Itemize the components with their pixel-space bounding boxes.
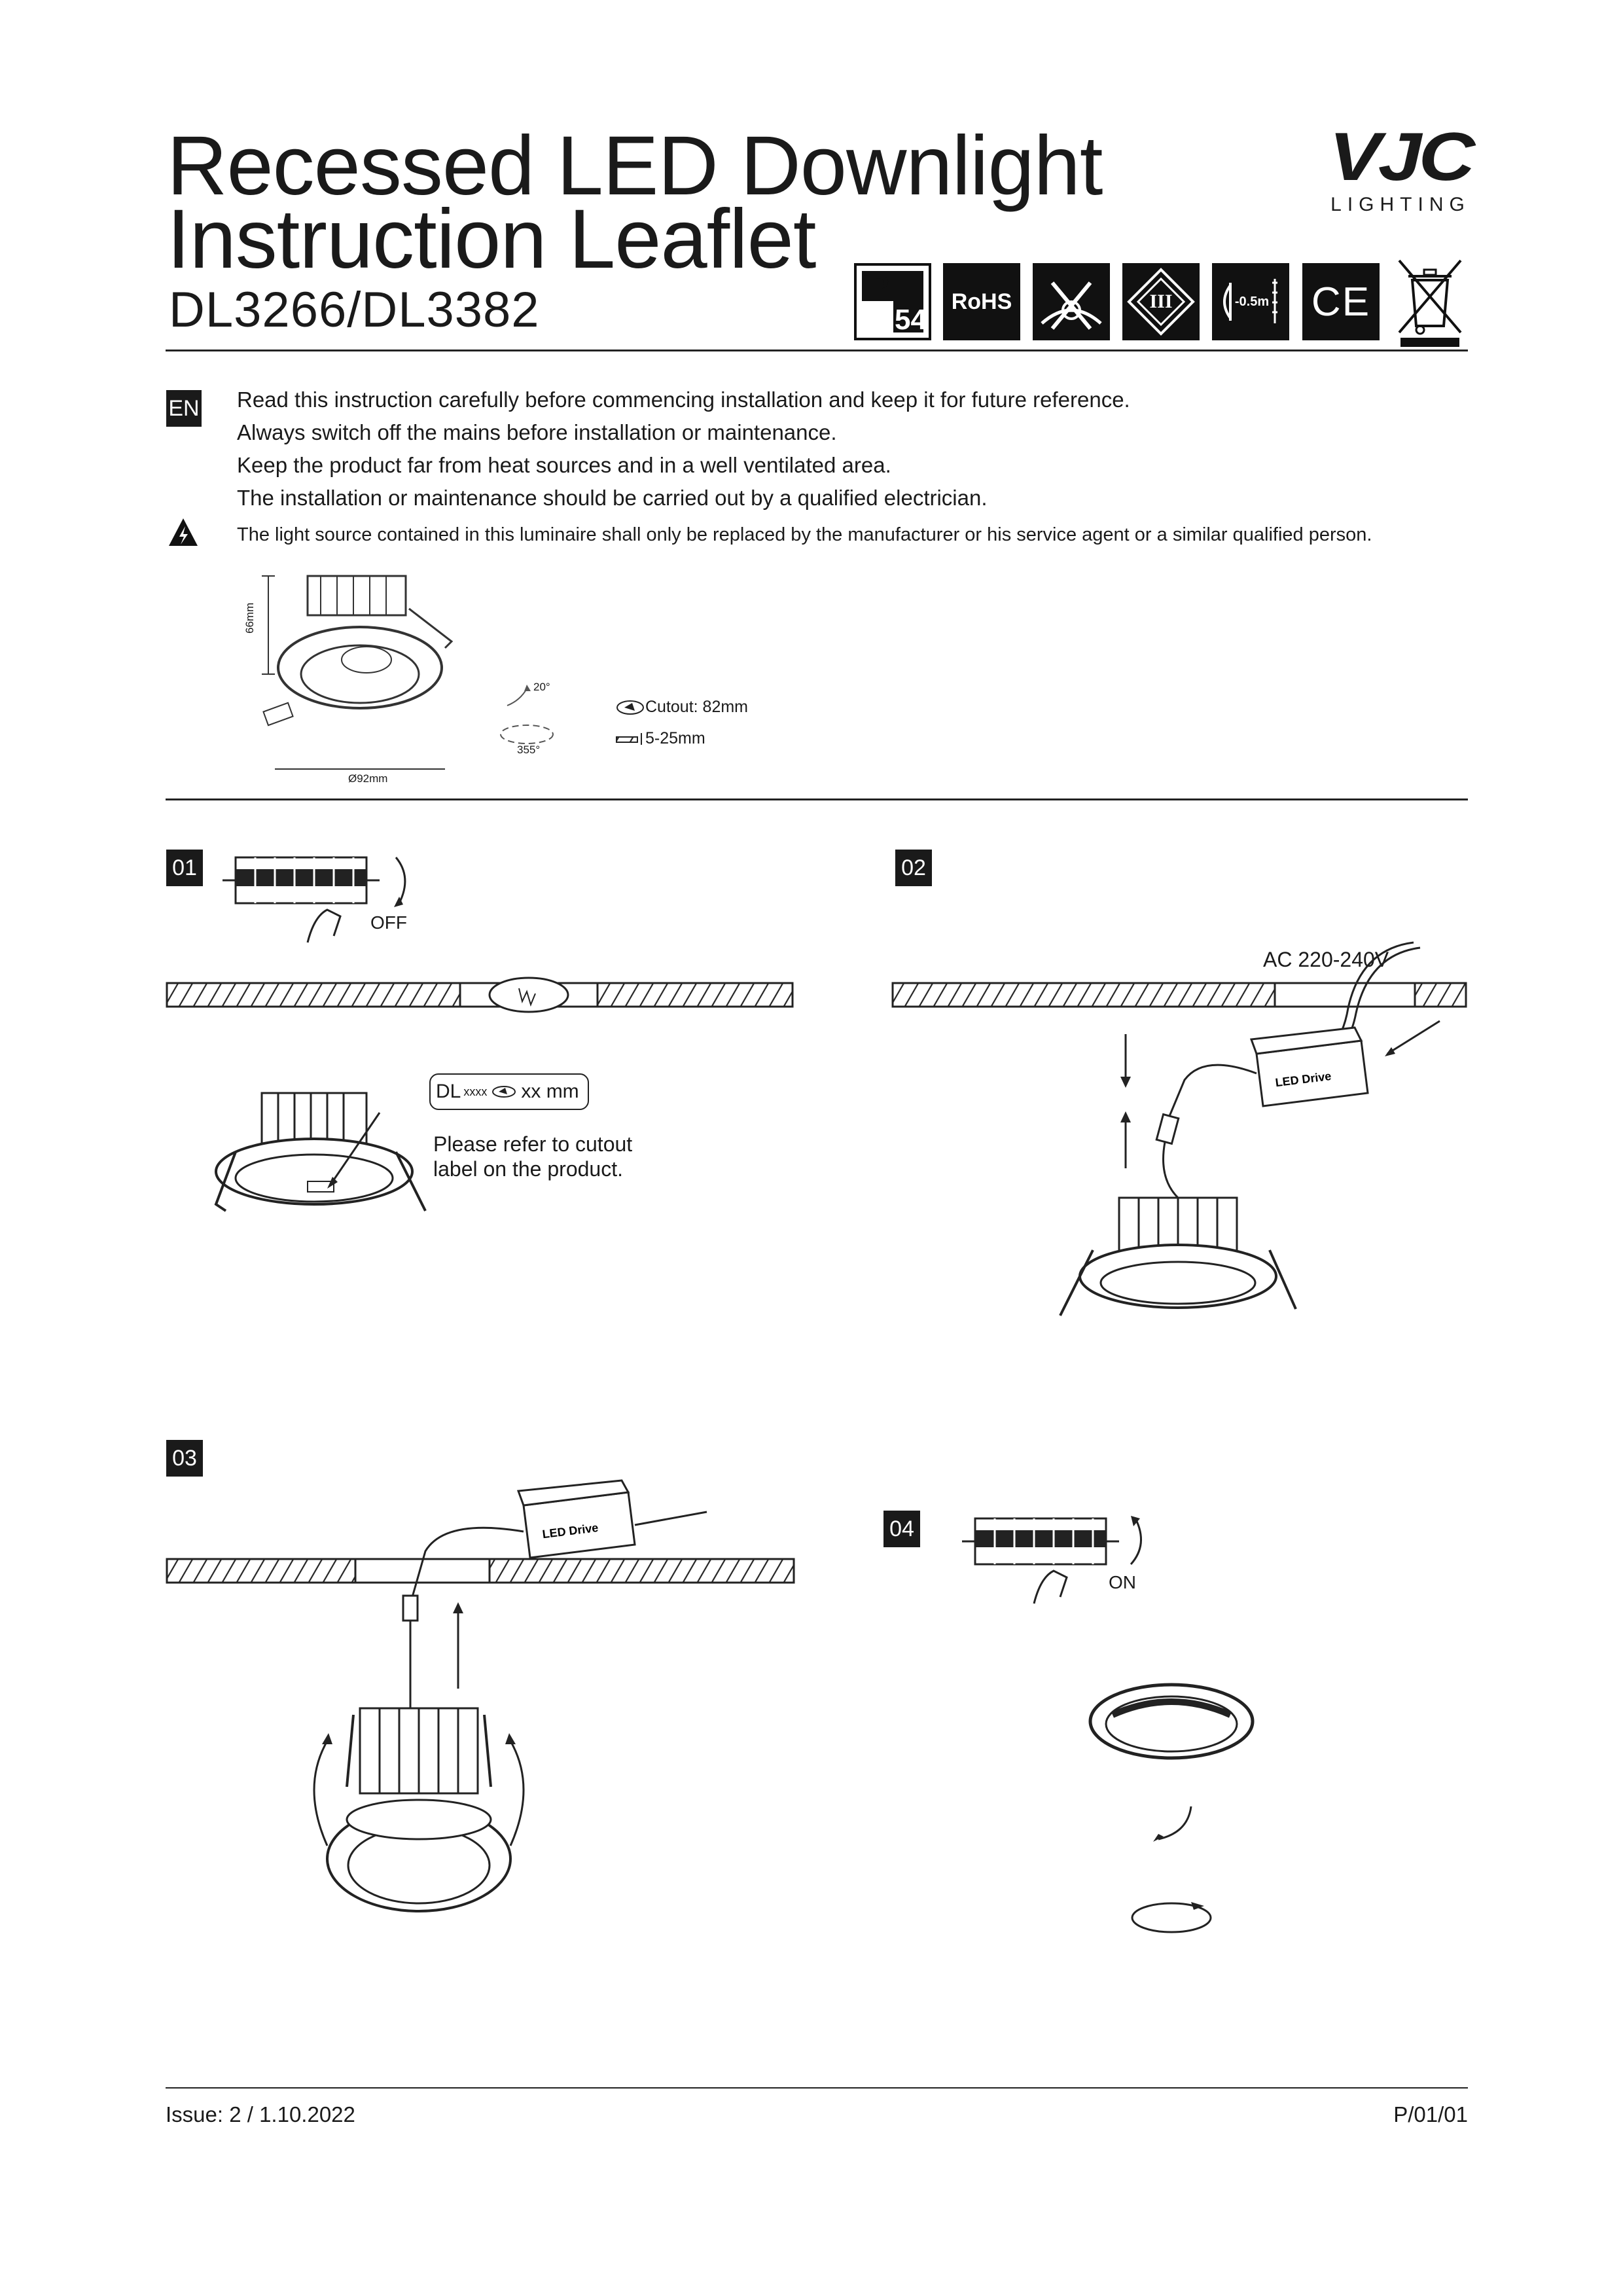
intro-line-2: Always switch off the mains before installation or maintenance.: [237, 420, 837, 444]
min-distance-label: -0.5m: [1234, 294, 1270, 309]
intro-line-3: Keep the product far from heat sources and in a well ventilated area.: [237, 453, 891, 477]
callout-dl-prefix: DL: [436, 1081, 461, 1102]
footer-divider: [166, 2087, 1468, 2089]
breaker-off-drawing: [223, 844, 432, 949]
language-tag: EN: [166, 390, 202, 427]
step-01-downlight-drawing: [209, 1073, 445, 1270]
spec-cutout: Cutout: 82mm: [645, 698, 749, 716]
title-line-1: Recessed LED Downlight: [167, 119, 1103, 213]
warning-icon: [168, 517, 199, 547]
ce-badge: [1302, 263, 1380, 340]
step-04-switch-label: ON: [1109, 1572, 1136, 1592]
brand-logo: [1329, 119, 1472, 216]
callout-dl-code: xxxx: [463, 1085, 488, 1098]
step-02-wiring-drawing: [1047, 942, 1414, 1309]
step-01-badge: 01: [166, 850, 203, 886]
header-divider: [166, 350, 1468, 351]
intro-divider: [166, 798, 1468, 800]
class-iii-label: III: [1149, 291, 1173, 312]
rohs-label: RoHS: [951, 289, 1012, 314]
spec-ceiling: 5-25mm: [645, 729, 705, 747]
ce-label: CE: [1311, 279, 1371, 325]
step-02-driver-label: LED Drive: [1274, 1069, 1332, 1090]
model-numbers: DL3266/DL3382: [169, 282, 540, 338]
class-iii-badge: [1122, 263, 1200, 340]
spec-height: 66mm: [243, 602, 256, 634]
weee-bin-icon: [1394, 255, 1466, 347]
cutout-label-callout: [429, 1073, 589, 1110]
warning-text: The light source contained in this luminaire shall only be replaced by the manufacturer or his service agent or a similar qualified person.: [237, 524, 1372, 545]
ip54-badge: [854, 263, 931, 340]
step-03-install-drawing: [288, 1479, 746, 1937]
callout-dl-size: xx mm: [521, 1081, 579, 1102]
step-04-badge: 04: [883, 1511, 920, 1547]
step-03-driver-label: LED Drive: [541, 1520, 599, 1541]
title-line-2: Instruction Leaflet: [167, 192, 816, 286]
ip-value: 54: [895, 304, 927, 336]
ip-prefix: IP: [862, 270, 889, 302]
ceiling-thickness-icon: [615, 732, 645, 746]
brand-logo-sub: LIGHTING: [1330, 194, 1471, 215]
step-04-finished-downlight: [1080, 1676, 1276, 1977]
step-01-note-line-2: label on the product.: [433, 1157, 623, 1181]
spec-tilt: 20°: [533, 681, 550, 693]
step-01-ceiling: [166, 969, 794, 1028]
min-distance-badge: [1212, 263, 1289, 340]
spec-diameter: Ø92mm: [348, 772, 388, 785]
step-02-voltage: AC 220-240V: [1263, 948, 1389, 971]
breaker-on-drawing: [962, 1505, 1171, 1610]
step-03-badge: 03: [166, 1440, 203, 1477]
callout-cutout-icon: [491, 1085, 517, 1099]
step-01-switch-label: OFF: [370, 912, 407, 933]
no-insulation-cover-badge: [1033, 263, 1110, 340]
intro-line-4: The installation or maintenance should be carried out by a qualified electrician.: [237, 486, 988, 510]
footer-issue: Issue: 2 / 1.10.2022: [166, 2102, 355, 2126]
step-02-badge: 02: [895, 850, 932, 886]
intro-line-1: Read this instruction carefully before commencing installation and keep it for future reference.: [237, 387, 1130, 412]
cutout-icon: [615, 699, 645, 716]
downlight-dimension-drawing: [255, 563, 530, 779]
spec-rotation: 355°: [517, 744, 541, 756]
brand-logo-mark: VJC: [1329, 119, 1472, 195]
insulation-icon: [1033, 263, 1110, 340]
footer-page: P/01/01: [1393, 2102, 1468, 2126]
step-01-note-line-1: Please refer to cutout: [433, 1132, 633, 1156]
rohs-badge: [943, 263, 1020, 340]
